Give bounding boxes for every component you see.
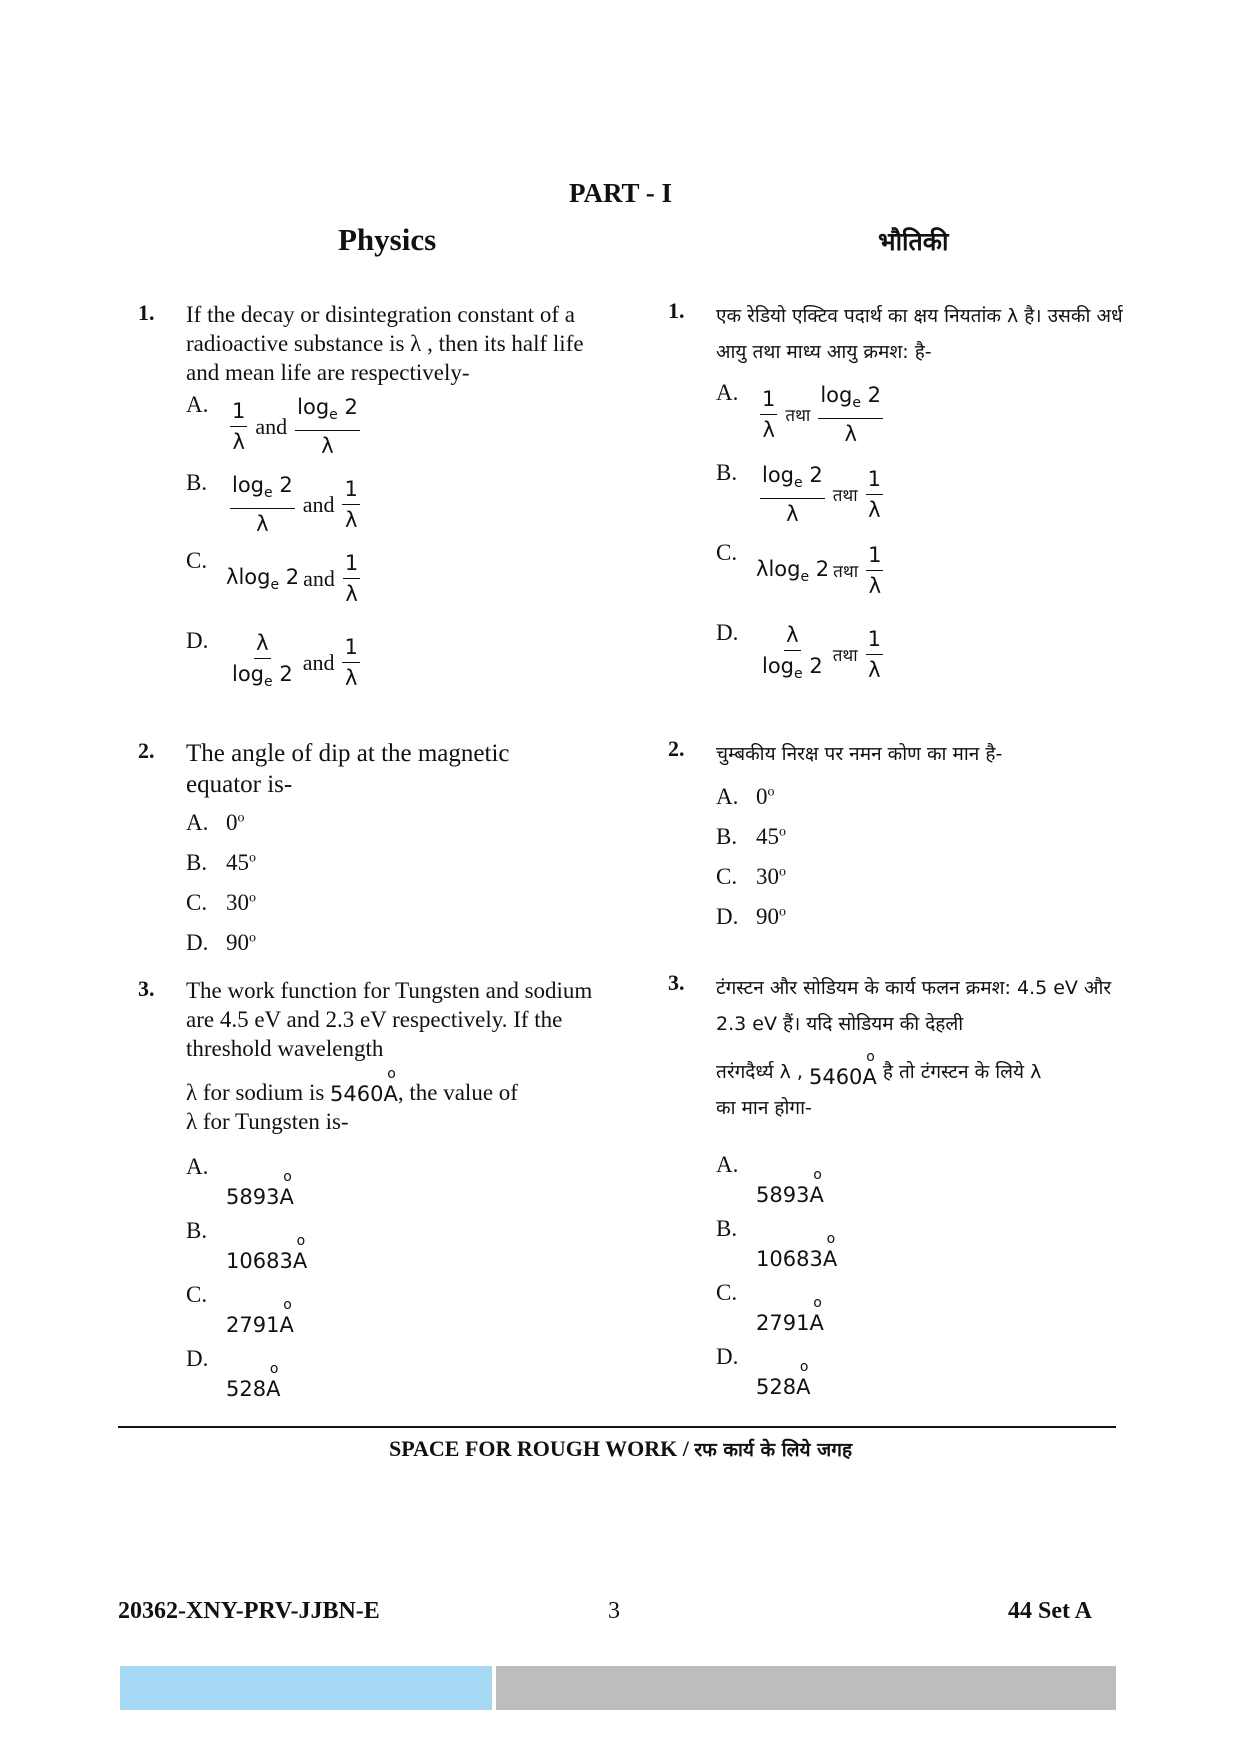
question-text: The angle of dip at the magnetic equator is- <box>186 740 510 798</box>
fraction: $\frac{\log_e 2}{\lambda}$ <box>760 460 825 529</box>
fraction: $\frac{\lambda}{\log_e 2}$ <box>230 628 295 697</box>
subject-title-en: Physics <box>338 222 437 257</box>
subject-title-hi: भौतिकी <box>878 227 949 256</box>
option-d <box>186 628 364 697</box>
option-d: D. 90$^o$ <box>186 930 256 955</box>
rough-work-divider <box>118 1426 1116 1428</box>
threshold-wavelength: o 5460A <box>808 1049 877 1089</box>
fraction: $\frac{1}{\lambda}$ <box>760 384 777 445</box>
option-label: D. <box>186 628 209 653</box>
threshold-wavelength: o 5460A <box>330 1066 398 1106</box>
option-a: A. 0$^o$ <box>716 784 775 809</box>
connector: and <box>302 491 335 517</box>
option-b: B. o 10683A <box>716 1216 838 1271</box>
option-b: B. o 10683A <box>186 1218 308 1273</box>
fraction: $\frac{1}{\lambda}$ <box>866 624 883 685</box>
set-label: 44 Set A <box>1008 1598 1092 1624</box>
fraction: $\frac{1}{\lambda}$ <box>342 632 359 693</box>
footer-bar-grey <box>496 1666 1116 1710</box>
question-number: 2. <box>668 736 685 761</box>
option-c: C. o 2791A <box>186 1282 294 1337</box>
option-b: B. 45$^o$ <box>716 824 786 849</box>
footer-bar-blue <box>120 1666 492 1710</box>
option-d: D. o 528A <box>186 1346 281 1401</box>
option-c: C. 30$^o$ <box>186 890 256 915</box>
option-a: A. o 5893A <box>716 1152 824 1207</box>
fraction: $\frac{\log_e 2}{\lambda}$ <box>295 392 360 461</box>
option-d: D. $\frac{\lambda}{\log_e 2}$ तथा $\frac{1}{\lambda}$ <box>716 620 887 689</box>
option-c <box>186 548 364 609</box>
rough-work-label: SPACE FOR ROUGH WORK / रफ कार्य के लिये जगह <box>388 1436 853 1461</box>
option-label: B. <box>186 470 208 495</box>
fraction: $\frac{1}{\lambda}$ <box>342 474 359 535</box>
connector: and <box>302 649 335 675</box>
option-c: C.λlog$_e$ 2 तथा $\frac{1}{\lambda}$ <box>716 540 887 601</box>
part-title: PART - I <box>568 178 673 208</box>
connector: and <box>255 413 288 439</box>
fraction: $\frac{1}{\lambda}$ <box>866 464 883 525</box>
fraction: $\frac{1}{\lambda}$ <box>343 548 360 609</box>
option-a <box>186 392 364 461</box>
fraction: $\frac{\lambda}{\log_e 2}$ <box>760 620 825 689</box>
expression: λlog$_e$ 2 <box>756 556 830 585</box>
question-number: 1. <box>138 300 155 325</box>
option-c: C. 30$^o$ <box>716 864 786 889</box>
option-b: B. 45$^o$ <box>186 850 256 875</box>
question-text: If the decay or disintegration constant of a radioactive substance is λ , then its half life and mean life are respectively- <box>186 302 584 385</box>
question-text: एक रेडियो एक्टिव पदार्थ का क्षय नियतांक λ है। उसकी अर्ध आयु तथा माध्य आयु क्रमश: है- <box>716 305 1123 363</box>
expression: λlog$_e$ 2 <box>226 564 300 593</box>
option-b: B. $\frac{\log_e 2}{\lambda}$ तथा $\frac{1}{\lambda}$ <box>716 460 887 529</box>
fraction: $\frac{1}{\lambda}$ <box>866 540 883 601</box>
option-d: D. 90$^o$ <box>716 904 786 929</box>
paper-code: 20362-XNY-PRV-JJBN-E <box>118 1598 380 1624</box>
option-a: A. $\frac{1}{\lambda}$ तथा $\frac{\log_e 2}{\lambda}$ <box>716 380 887 449</box>
option-c: C. o 2791A <box>716 1280 824 1335</box>
fraction: $\frac{\log_e 2}{\lambda}$ <box>230 470 295 539</box>
fraction: $\frac{\log_e 2}{\lambda}$ <box>818 380 883 449</box>
option-d: D. o 528A <box>716 1344 811 1399</box>
option-a: A. o 5893A <box>186 1154 294 1209</box>
question-text: चुम्बकीय निरक्ष पर नमन कोण का मान है- <box>716 743 1003 765</box>
question-number: 1. <box>668 298 685 323</box>
connector: तथा <box>833 562 859 582</box>
connector: तथा <box>785 406 811 426</box>
option-a: A. 0$^o$ <box>186 810 245 835</box>
option-b <box>186 470 364 539</box>
connector: तथा <box>832 646 858 666</box>
question-number: 2. <box>138 738 155 763</box>
option-label: A. <box>186 392 209 417</box>
fraction: $\frac{1}{\lambda}$ <box>230 396 247 457</box>
connector: and <box>303 565 335 591</box>
question-text: टंगस्टन और सोडियम के कार्य फलन क्रमश: 4.5 eV और 2.3 eV हैं। यदि सोडियम की देहली तरंगदैर्ध्य λ , o 5460A है तो टंगस्टन के लिये λ का मान होगा- <box>716 977 1112 1119</box>
option-label: C. <box>186 548 208 573</box>
question-number: 3. <box>668 970 685 995</box>
connector: तथा <box>832 486 858 506</box>
page-number: 3 <box>608 1598 620 1624</box>
question-text: The work function for Tungsten and sodium are 4.5 eV and 2.3 eV respectively. If the threshold wavelength λ for sodium is o 5460A , the value of λ for Tungsten is- <box>186 978 593 1134</box>
question-number: 3. <box>138 976 155 1001</box>
